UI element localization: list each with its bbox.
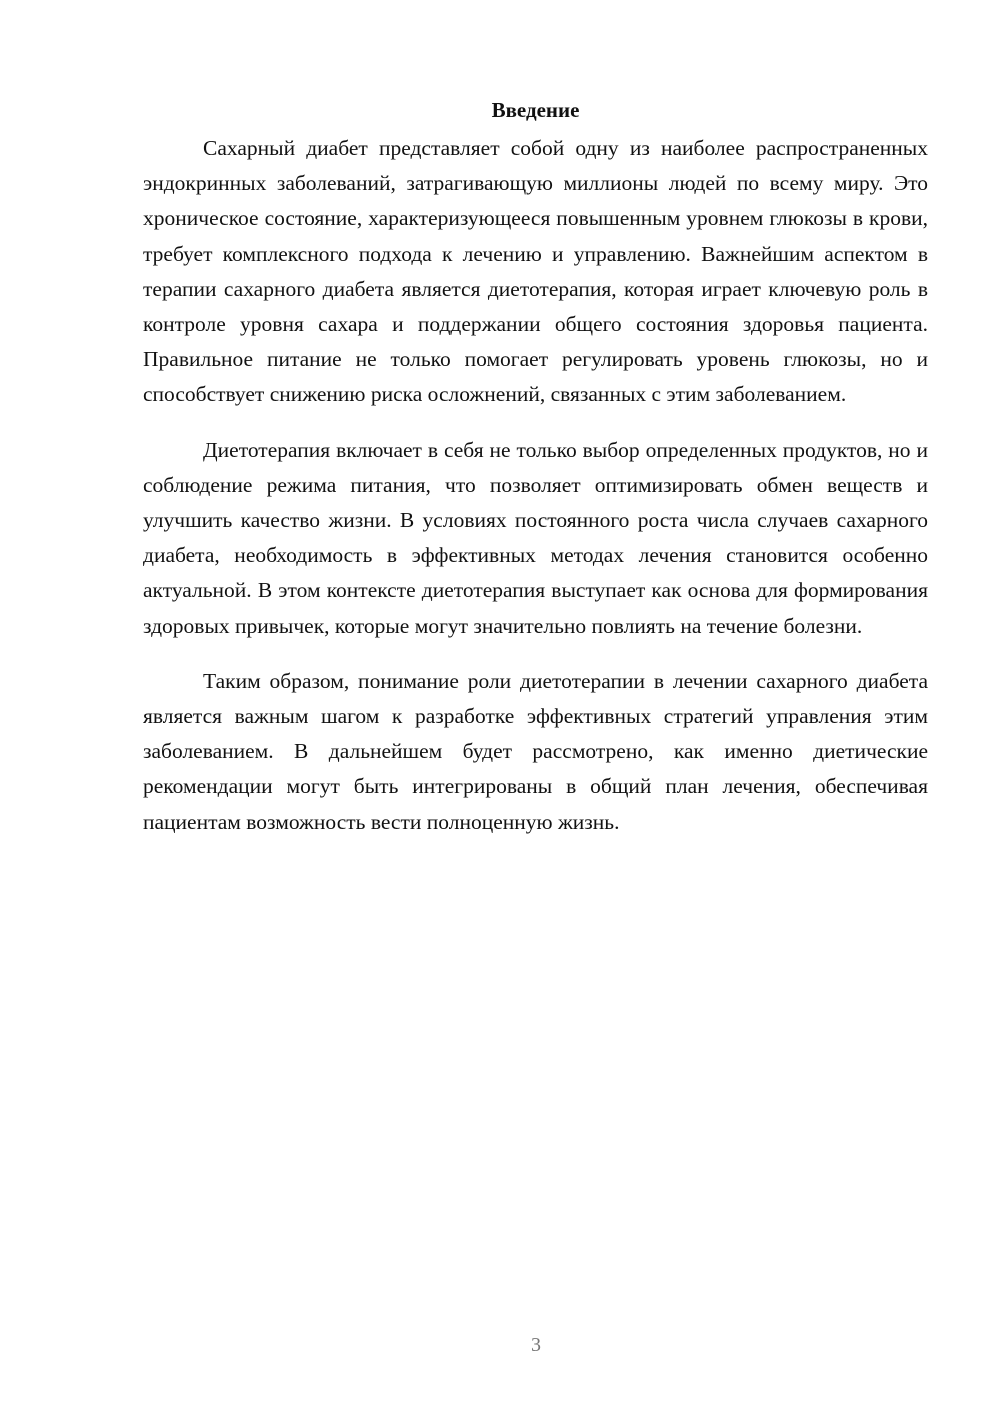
paragraph-3: Таким образом, понимание роли диетотерапии в лечении сахарного диабета является важным шагом к разработке эффективных стратегий управления этим заболеванием. В дальнейшем будет рассмотрено, как именно диетические рекомендации могут быть интегрированы в общий план лечения, обеспечивая пациентам возможность вести полноценную жизнь.	[143, 668, 928, 834]
page-content	[143, 95, 928, 860]
paragraph-1: Сахарный диабет представляет собой одну из наиболее распространенных эндокринных заболеваний, затрагивающую миллионы людей по всему миру. Это хроническое состояние, характеризующееся повышенным уровнем глюкозы в крови, требует комплексного подхода к лечению и управлению. Важнейшим аспектом в терапии сахарного диабета является диетотерапия, которая играет ключевую роль в контроле уровня сахара и поддержании общего состояния здоровья пациента. Правильное питание не только помогает регулировать уровень глюкозы, но и способствует снижению риска осложнений, связанных с этим заболеванием.	[143, 136, 928, 407]
section-heading: Введение	[491, 98, 580, 122]
paragraph-2: Диетотерапия включает в себя не только выбор определенных продуктов, но и соблюдение режима питания, что позволяет оптимизировать обмен веществ и улучшить качество жизни. В условиях постоянного роста числа случаев сахарного диабета, необходимость в эффективных методах лечения становится особенно актуальной. В этом контексте диетотерапия выступает как основа для формирования здоровых привычек, которые могут значительно повлиять на течение болезни.	[143, 437, 928, 638]
page-number: 3	[531, 1334, 541, 1356]
